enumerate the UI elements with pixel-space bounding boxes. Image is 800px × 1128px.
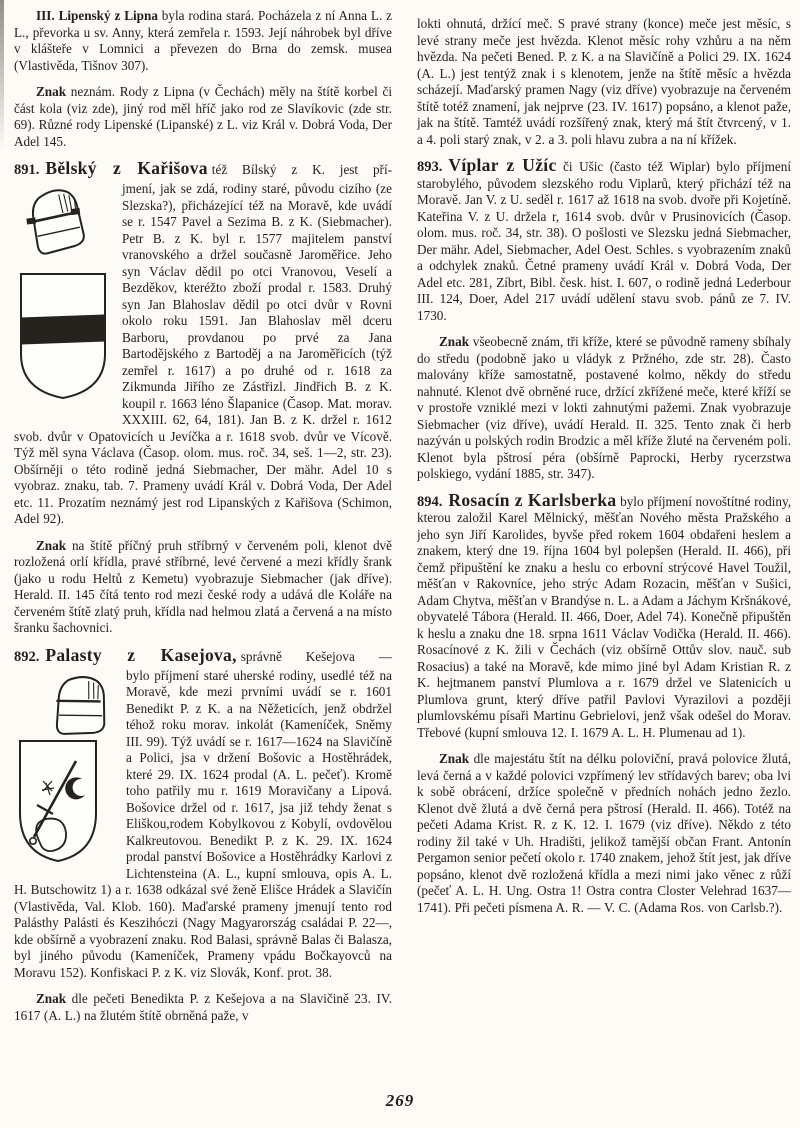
znak-lead: Znak xyxy=(36,84,67,99)
znak-lead: Znak xyxy=(36,991,67,1006)
paragraph-text: na štítě příčný pruh stříbrný v červeném poli, klenot dvě rozložená orlí křídla, pravé stříbrné, levé červené a mezi křídly šrank (jako u rodu Heltů z Kemetu) vyobrazuje Siebmacher (jak dříve). Herald. II. 145 čítá tento rod mezi české rody a udává dle Koláře na červeném štítě zlatý pruh, křídla nad helmou zlatá a červená a na místo šranku šachovnici. xyxy=(14,537,392,635)
entry-894-znak-paragraph xyxy=(417,751,791,916)
entry-891-body xyxy=(14,181,392,528)
family-name-lead: III. Lipenský z Lipna xyxy=(36,8,158,23)
entry-family-name: Rosacín z Karlsberka xyxy=(448,489,617,510)
entry-body-text: bylo příjmení novoštítné rodiny, kterou založil Karel Mělnický, měšťan Nového města Pražského a jeho syn Jiří Karolides, byvše před rokem 1604 obdařeni heslem a znakem, který dne 19. října 1604 byl polepšen (Herald. II. 466), při čemž připuštění ke znaku a heslu co erbovní strýcové Havel Toužil, měšťan v Rakovníce, jeho strýc Adam Rozacin, měšťan v Sušici, Adam Chytva, měšťan v Brandýse n. L. a Adam a Jáchym Kršnákové, obyvatelé Tábora (Herald. II. 466, Doer, Adel 74). Konečně připuštěn k heslu a znaku dne 18. srpna 1611 Václav Vodička (Herald. II. 466). Rosacínové z K. žili v Čechách (viz obšírně Ottův slov. nauč. sub Rosacius) a také na Moravě, kde mimo jiné byl Adam Kristian R. z K. hejtmanem panství Plumlova a r. 1679 držel ve Slatenicích u Plumlova grunt, který dříve patřil Pavlovi Vyrazilovi a později plumlovskému písaři Martinu Gebrielovi, jenž však odešel do Morav. Třebové (kupní smlouva 12. I. 1679 A. L. H. Plumenau ad 1). xyxy=(417,493,791,740)
entry-family-name: Palasty z Kasejova, xyxy=(45,646,237,665)
entry-891-znak-paragraph xyxy=(14,538,392,637)
entry-894 xyxy=(417,489,791,742)
scan-edge-artifact xyxy=(0,0,4,150)
paragraph-lipensky xyxy=(14,8,392,74)
entry-892-heading xyxy=(14,647,392,667)
entry-family-name: Víplar z Užíc xyxy=(448,155,557,175)
paragraph-text: neznám. Rody z Lipna (v Čechách) měly na štítě korbel či část kola (viz zde), jiný rod měl hříč jako rod ze Slavíkovic (zde str. 69). Různé rody Lipenské (Lipanské) z L. viz Král v. Dobrá Voda, Der Adel 145. xyxy=(14,84,392,149)
entry-892-znak-paragraph xyxy=(14,991,392,1024)
paragraph-text: dle majestátu štít na délku poloviční, pravá polovice žlutá, levá černá a v každé polovici vzpřímený lev střídavých barev; oba lvi k sobě obrácení, držíce společně v předních nohách jedno žezlo. Klenot dvě žlutá a dvě černá pera pštrosí (Herald. II. 466). Totéž na pečeti Adama Krist. R. z K. 12. I. 1679 (viz dříve). Někdo z této rodiny žil také v Uh. Hradišti, jelikož tamější občan Frant. Antonín Pergamon senior pečetí okolo r. 1740 znakem, jehož štít jest, jak dříve popsáno, klenot dvě rozložená křídla a mezi nimi jako věnec z růží (pečeť A. L. H. Ung. Ostra 1! Ostra contra Closter Velehrad 1637—1741). Při pečeti písmena A. R. — V. C. (Adama Ros. von Carlsb.?). xyxy=(417,751,791,915)
page-number: 269 xyxy=(385,1091,415,1110)
heraldic-shield-helm-icon xyxy=(16,184,110,424)
paragraph-text: lokti ohnutá, držící meč. S pravé strany (konce) meče jest měsíc, s levé strany meče jest hvězda. Klenot měsíc rohy vzhůru a na něm hvězda. Na pečeti Bened. P. z K. a na Slavičíně a Polici 29. IX. 1624 (A. L.) jest tentýž znak i s klenotem, jenže na štítě měsíc a hvězda scházejí. Maďarský pramen Nagy (viz dříve) vyobrazuje na červeném štítě totéž znamení, jak nejprve (23. IV. 1617) popsáno, a klenot paže, jak na štítě. Tamtéž uvádí rozšířený znak, který má štít čtvrcený, v 1. a 4. poli starý znak, v 2. a 3. poli hlavu zubra a na ní křížek. xyxy=(417,16,791,147)
entry-892-body xyxy=(14,668,392,982)
entry-body-text: jmení, jak se zdá, rodiny staré, původu cizího (ze Slezska?), přicházející též na Moravě, kde uvádí se r. 1547 Pavel a Sezima B. z K. (Siebmacher). Petr B. z K. byl r. 1577 majitelem panství vranovského a držel současně Jaroměřice. Jeho syn Václav dědil po otci Vranovou, Veselí a Bezděkov, kteréžto zboží prodal r. 1583. Druhý syn Jan Blahoslav dědil po otci dvůr v Rovni okolo roku 1591. Jan Blahoslav měl dceru Barboru, provdanou po prvé za Jana Bartodějského z Bartoděj a na Jaroměřicích (týž zemřel r. 1617) a po druhé od r. 1618 za Zikmunda Jiřího ze Zástřizl. Jindřich B. z K. koupil r. 1663 léno Šlapanice (Časop. Mat. morav. XXXIII. 62, 64, 181). Jan B. z K. držel r. 1612 svob. dvůr v Opatovicích u Jevíčka a r. 1618 svob. dvůr ve Vícově. Týž měl syna Václava (Časop. olom. mus. roč. 34, seš. 1—2, str. 23). Obšírněji o této rodině jedná Siebmacher, Der mähr. Adel 10 s vyobraz. znaku, tab. 7. Prameny uvádí Král v. Dobrá Voda, Der Adel etc. 11. Prozatím neznámý jest rod Lipanských z Kařišova (Schimon, Adel 92). xyxy=(14,181,392,526)
entry-number: 893. xyxy=(417,159,443,175)
coat-of-arms-belsky-illustration xyxy=(16,184,110,424)
entry-number: 892. xyxy=(14,648,40,665)
entry-894-body xyxy=(417,489,791,742)
heraldic-shield-sword-icon xyxy=(16,671,114,877)
entry-heading-text: správně Kešejova — xyxy=(240,648,392,664)
znak-lead: Znak xyxy=(36,537,67,553)
entry-893-znak-paragraph xyxy=(417,334,791,483)
entry-893-body xyxy=(417,155,791,324)
entry-893 xyxy=(417,155,791,324)
znak-lead: Znak xyxy=(439,751,470,766)
entry-number: 894. xyxy=(417,493,443,510)
entry-body-text: či Ušic (často též Wiplar) bylo příjmení starobylého, původem slezského rodu Viplarů, který přichází též na Moravě. Jan V. z U. seděl r. 1617 až 1618 na svob. dvoře při Kojetíně. Kateřina V. z U. držela r, 1614 svob. dvůr v Prusinovicích (Časop. olom. mus. roč. 34, str. 38). O pošlosti ve Slezsku jedná Siebmacher, Der mähr. Adel, Siebmacher, Adel Oest. Schles. s vyobrazením znaků a odchylek znaků. Četné prameny uvádí Král v. Dobrá Voda, Der Adel etc. 281, Zíbrt, Bibl. česk. hist. I. 607, o rodině jedná Lederbour III. 124, Doer, Adel 217 uvádí udělení stavu svob. pánů ze 7. IV. 1730. xyxy=(417,159,791,323)
entry-891 xyxy=(14,160,392,528)
paragraph-text: všeobecně znám, tři kříže, které se původně rameny sbíhaly do středu (podobně jako u vládyk z Pržného, zde str. 28). Často malovány kříže samostatně, postavené kolmo, někdy do středu nahnuté. Klenot dvě obrněné ruce, držící zkřížené meče, které kříží se v prostoře vzniklé mezi v lokti zahnutými pažemi. Znak vyobrazuje Siebmacher (viz dříve), uvádí Herald. II. 325. Tento znak či herb nazýván u polských rodin Brodzic a měl kříže žluté na červeném poli. Klenot byla pštrosí péra (obšírně Paprocki, Herby rycerzstwa polskiego, vydání 1885, str. 347). xyxy=(417,334,791,481)
right-column xyxy=(417,16,791,1091)
entry-heading-text: též Bílský z K. jest pří- xyxy=(211,162,392,177)
entry-number: 891. xyxy=(14,162,40,178)
paragraph-lipensky-znak xyxy=(14,84,392,150)
entry-891-heading xyxy=(14,160,392,180)
entry-family-name: Bělský z Kařišova xyxy=(45,160,208,178)
paragraph-text: dle pečeti Benedikta P. z Kešejova a na Slavičině 23. IV. 1617 (A. L.) na žlutém štítě obrněná paže, v xyxy=(14,991,392,1023)
entry-body-text: bylo příjmení staré uherské rodiny, usedlé též na Moravě, kde mezi prvními uvádí se r. 1601 Benedikt P. z K. a na Něžeticích, jenž obdržel téhož roku morav. inkolát (Kameníček, Sněmy III. 99). Týž uvádí se r. 1617—1624 na Slavičíně a Polici, jsa v držení Bošovic a Hostěhrádek, které 29. IX. 1624 prodal (A. L. pečeť). Kromě toho patřily mu r. 1619 Moravičany a Lipová. Bošovice držel od r. 1617, jsa již tehdy ženat s Eliškou,rodem Kobylkovou z Kobylí, ovdovělou Kalkreutovou. Benedikt P. z K. 29. IX. 1624 prodal panství Bošovice a Hostěhrádky Karlovi z Lichtensteina (A. L., kupní smlouva, opis A. L. H. Butschowitz 1) a r. 1638 odkázal své ženě Elišce Hrádek a Slavičín (Vlastivěda, Val. Klob. 160). Maďarské prameny jmenují tento rod Palásthy Palásti és Keszihóczi (Nagy Magyarország családai P. 22—, kde obšírně a vyobrazení znaku. Rod Balasi, správně Balas či Balasza, byl jiného původu (Kameníček, Prameny vpádu Bočkayovců na Moravu 152). Konfiskaci P. z K. viz Slovák, Konf. prot. 38. xyxy=(14,667,392,980)
entry-892-continuation xyxy=(417,16,791,148)
paragraph-text: byla rodina stará. Pocházela z ní Anna L. z L., převorka u sv. Anny, která zemřela r. 1593. Její náhrobek byl dříve v klášteře v Lomnici a převezen do Brna do zemsk. musea (Vlastivěda, Tišnov 307). xyxy=(14,8,392,73)
coat-of-arms-palasty-illustration xyxy=(16,671,114,877)
znak-lead: Znak xyxy=(439,334,470,349)
entry-892 xyxy=(14,647,392,982)
left-column xyxy=(14,8,392,1088)
